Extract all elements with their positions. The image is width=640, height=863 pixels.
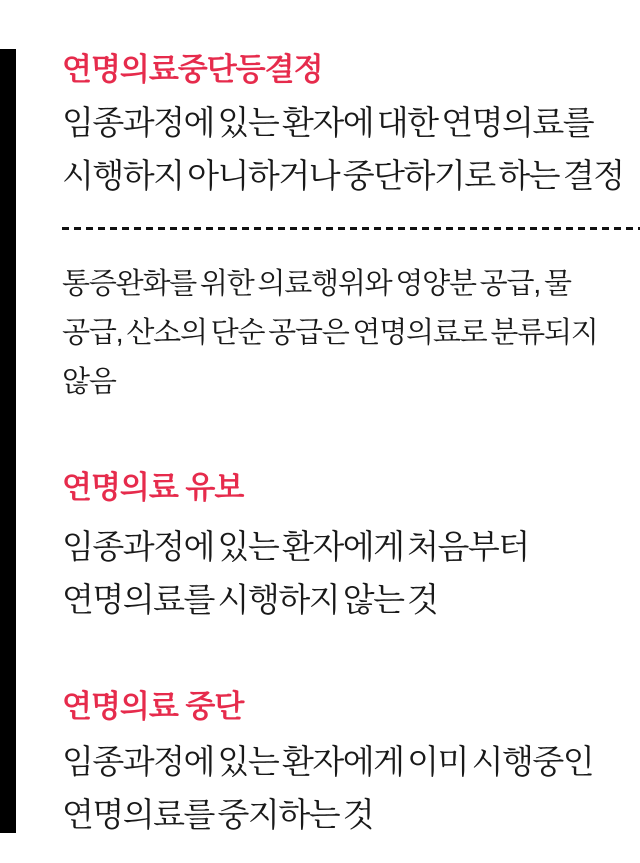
note-paragraph xyxy=(62,260,640,407)
content-area xyxy=(62,0,640,841)
note-line-3: 않음 xyxy=(62,366,116,398)
section-term-definition xyxy=(62,50,640,202)
withhold-line-1: 임종과정에 있는 환자에게 처음부터 xyxy=(62,528,529,565)
withdraw-line-2: 연명의료를 중지하는 것 xyxy=(62,796,374,833)
term-definition-line-1: 임종과정에 있는 환자에 대한 연명의료를 xyxy=(62,104,594,141)
withhold-heading: 연명의료 유보 xyxy=(62,470,244,505)
term-definition-body xyxy=(62,96,640,202)
term-definition-line-2: 시행하지 아니하거나 중단하기로 하는 결정 xyxy=(62,157,624,194)
note-line-1: 통증완화를 위한 의료행위와 영양분 공급, 물 xyxy=(62,268,571,300)
section-withhold xyxy=(62,468,640,626)
withdraw-body xyxy=(62,735,640,841)
term-definition-heading: 연명의료중단등결정 xyxy=(62,52,323,87)
withhold-body xyxy=(62,520,640,626)
withhold-line-2: 연명의료를 시행하지 않는 것 xyxy=(62,581,438,618)
withdraw-line-1: 임종과정에 있는 환자에게 이미 시행중인 xyxy=(62,743,594,780)
section-withdraw xyxy=(62,687,640,841)
dashed-divider xyxy=(62,227,640,230)
note-line-2: 공급, 산소의 단순 공급은 연명의료로 분류되지 xyxy=(62,317,598,349)
withdraw-heading: 연명의료 중단 xyxy=(62,689,244,724)
left-accent-bar xyxy=(0,49,16,833)
